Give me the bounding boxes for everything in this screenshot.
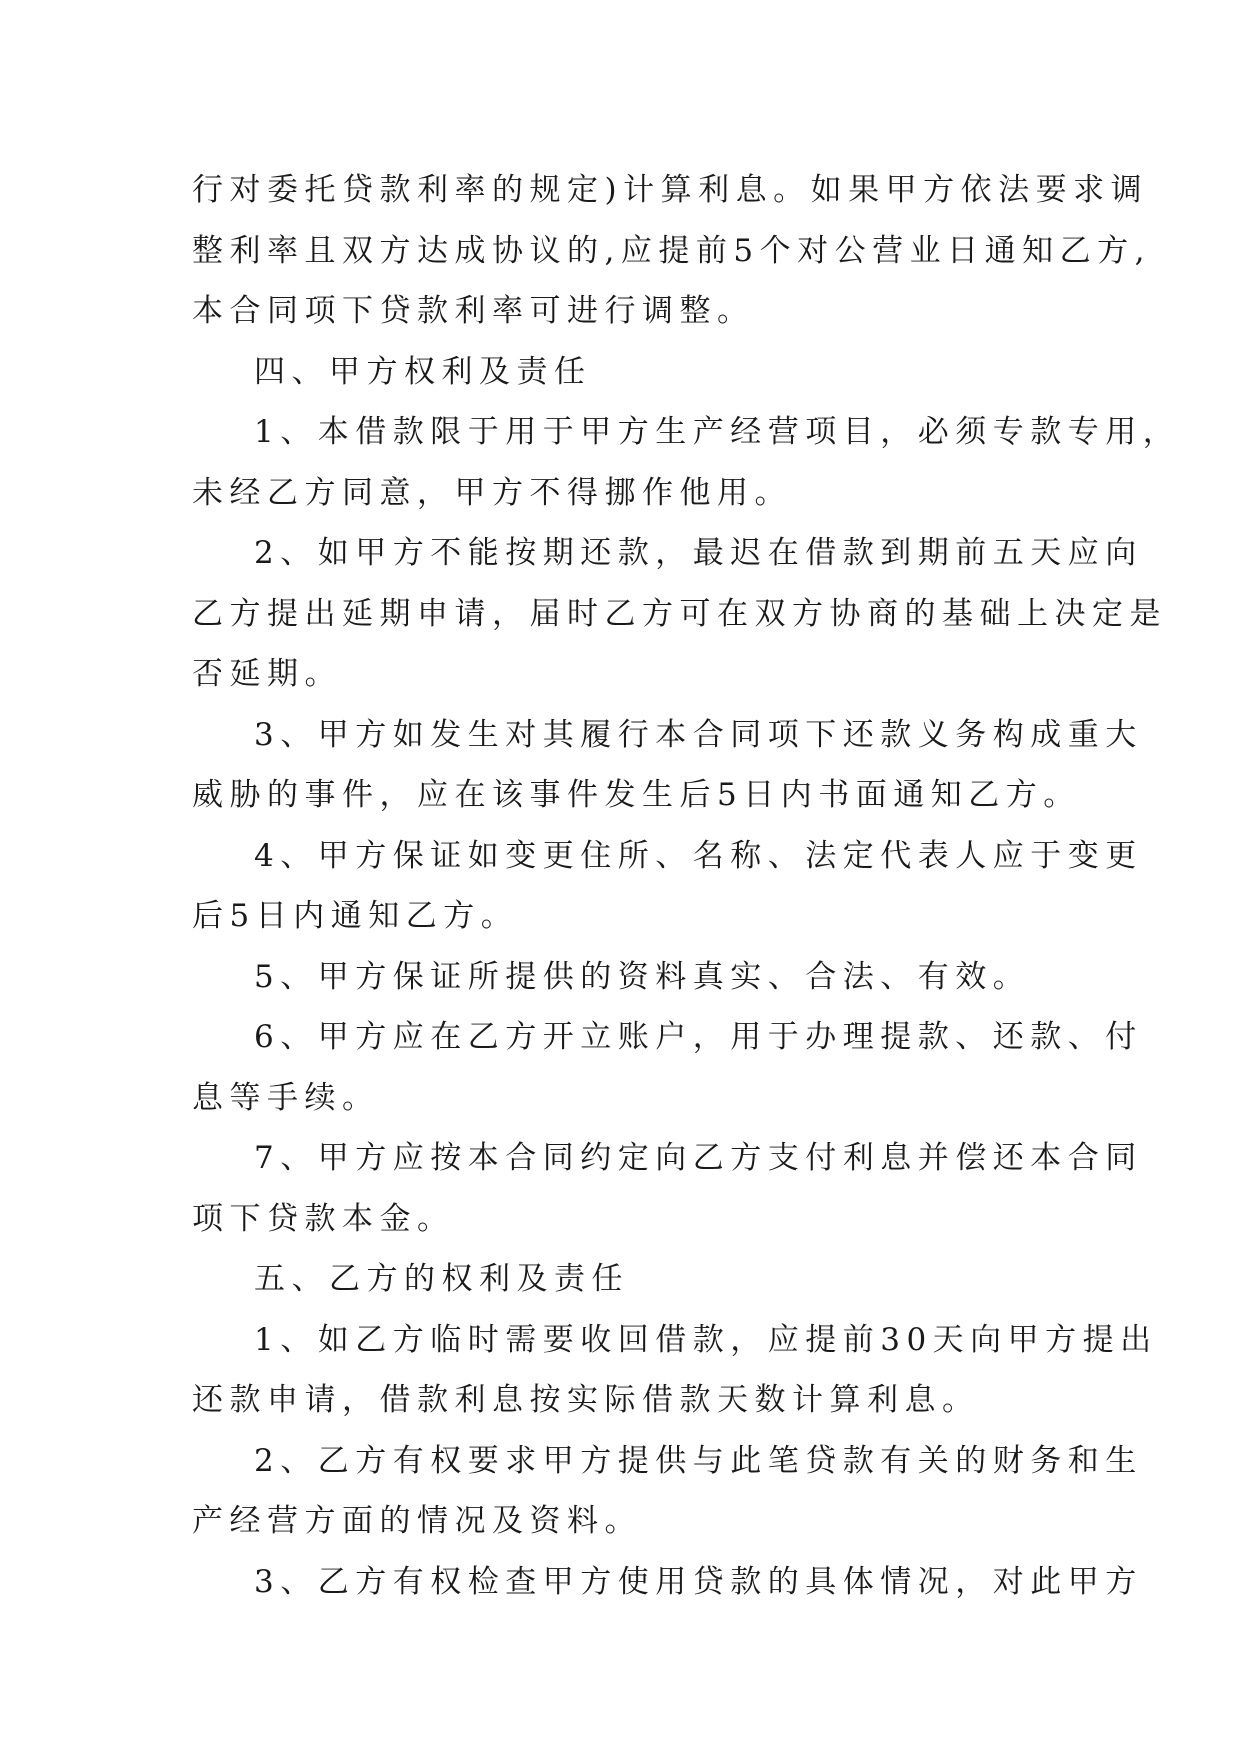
section-heading-party-b <box>192 1249 1052 1310</box>
clause-b-2 <box>192 1431 1143 1552</box>
section-heading-party-a <box>192 342 1052 403</box>
text-line: 否延期。 <box>192 656 342 692</box>
text-line: 本合同项下贷款利率可进行调整。 <box>192 293 755 329</box>
document-body <box>192 160 1181 1612</box>
text-line: 2、如甲方不能按期还款，最迟在借款到期前五天应向 <box>254 535 1143 571</box>
text-line: 产经营方面的情况及资料。 <box>192 1503 642 1539</box>
text-line: 息等手续。 <box>192 1079 380 1116</box>
clause-b-1 <box>192 1310 1158 1431</box>
text-line: 整利率且双方达成协议的,应提前5个对公营业日通知乙方, <box>192 232 1151 269</box>
heading-line: 四、甲方权利及责任 <box>254 353 592 390</box>
text-line: 5、甲方保证所提供的资料真实、合法、有效。 <box>254 958 1031 995</box>
clause-a-4 <box>192 826 1143 947</box>
text-line: 1、本借款限于用于甲方生产经营项目，必须专款专用， <box>254 414 1181 450</box>
text-line: 4、甲方保证如变更住所、名称、法定代表人应于变更 <box>254 837 1143 874</box>
text-line: 行对委托贷款利率的规定)计算利息。如果甲方依法要求调 <box>192 172 1149 208</box>
text-line: 7、甲方应按本合同约定向乙方支付利息并偿还本合同 <box>254 1140 1143 1176</box>
text-line: 威胁的事件，应在该事件发生后5日内书面通知乙方。 <box>192 777 1081 813</box>
clause-b-3 <box>192 1552 1143 1613</box>
text-line: 未经乙方同意，甲方不得挪作他用。 <box>192 474 792 511</box>
clause-a-1 <box>192 402 1181 523</box>
clause-a-5 <box>192 947 1052 1008</box>
text-line: 3、乙方有权检查甲方使用贷款的具体情况，对此甲方 <box>254 1563 1143 1600</box>
text-line: 乙方提出延期申请，届时乙方可在双方协商的基础上决定是 <box>192 595 1167 632</box>
text-line: 项下贷款本金。 <box>192 1200 455 1237</box>
text-line: 6、甲方应在乙方开立账户，用于办理提款、还款、付 <box>254 1019 1143 1055</box>
text-line: 后5日内通知乙方。 <box>192 898 519 934</box>
text-line: 3、甲方如发生对其履行本合同项下还款义务构成重大 <box>254 716 1143 753</box>
clause-a-6 <box>192 1007 1143 1128</box>
paragraph-interest-adjustment <box>192 160 1151 342</box>
clause-a-3 <box>192 705 1143 826</box>
text-line: 还款申请，借款利息按实际借款天数计算利息。 <box>192 1382 980 1418</box>
heading-line: 五、乙方的权利及责任 <box>254 1261 629 1297</box>
text-line: 1、如乙方临时需要收回借款，应提前30天向甲方提出 <box>254 1321 1158 1358</box>
clause-a-7 <box>192 1128 1143 1249</box>
clause-a-2 <box>192 523 1167 705</box>
text-line: 2、乙方有权要求甲方提供与此笔贷款有关的财务和生 <box>254 1442 1143 1479</box>
